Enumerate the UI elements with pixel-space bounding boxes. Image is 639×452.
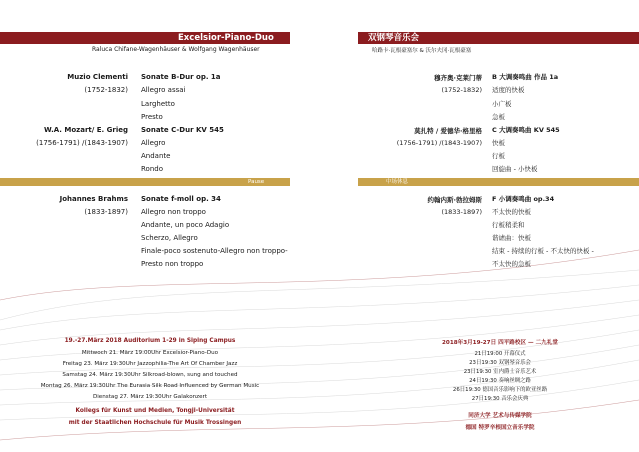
composer-name: Muzio Clementi [67,73,128,81]
composer-years: (1833-1897) [84,208,128,216]
left-pause-band [0,178,290,186]
movement: 回旋曲 - 小快板 [492,165,538,173]
pause-label: Pause [248,179,265,185]
footer-line: 同济大学 艺术与传媒学院 [468,413,532,419]
movement: 不太快的快板 [492,208,531,216]
event-item: Samstag 24. März 19:30Uhr Silkroad-blown, sung and touched [62,372,238,378]
composer-name: Johannes Brahms [59,195,128,203]
piece-title: B 大调奏鸣曲 作品 1a [492,73,559,81]
event-item: Montag 26. März 19:30Uhr The Eurasia Silk Road Influenced by German Music [40,383,260,389]
left-title-band [0,32,290,44]
left-title: Excelsior-Piano-Duo [178,33,274,43]
event-item: 24日19:30 奏响丝绸之路 [469,378,531,384]
movement: Andante [141,152,171,160]
movement: Andante, un poco Adagio [141,221,230,229]
composer-years: (1833-1897) [441,208,482,216]
piece-title: C 大调奏鸣曲 KV 545 [492,126,560,134]
event-item: 23日19:30 室内爵士音乐艺术 [463,369,537,375]
movement: 行板 [492,152,505,160]
movement: 不太快的急板 [492,260,531,268]
event-item: Mittwoch 21. März 19:00Uhr Excelsior-Piano-Duo [81,350,219,356]
event-item: 21日19:00 开幕仪式 [474,351,526,357]
movement: Allegro non troppo [141,208,206,216]
composer-name: 莫扎特 / 爱德华·格里格 [414,127,482,135]
pause-label: 中场休息 [386,179,409,185]
right-title: 双钢琴音乐会 [368,33,420,43]
piece-title: F 小调奏鸣曲 op.34 [492,195,555,203]
movement: 结束 - 持续的行板 - 不太快的快板 - [492,247,594,255]
composer-name: 穆齐奥·克莱门蒂 [434,74,482,82]
footer-line: mit der Staatlichen Hochschule für Musik Trossingen [68,420,242,426]
movement: Larghetto [141,100,175,108]
movement: 谐谑曲：快板 [492,234,531,242]
right-pause-band [358,178,639,186]
events-title: 19.-27.März 2018 Auditorium 1-29 in Siping Campus [64,338,236,344]
movement: Allegro [141,139,166,147]
movement: Presto non troppo [141,260,204,268]
composer-name: 约翰内斯·勃拉姆斯 [427,196,482,204]
event-item: 26日19:30 德国音乐影响下的欧亚丝路 [452,387,548,393]
composer-years: (1752-1832) [84,86,128,94]
left-subtitle: Raluca Chifane-Wagenhäuser & Wolfgang Wagenhäuser [92,46,260,53]
piece-title: Sonate f-moll op. 34 [141,195,221,203]
event-item: 23日19:30 双钢琴音乐会 [469,360,531,366]
movement: 行板稍柔和 [492,221,525,229]
footer-line: Kollegs für Kunst und Medien, Tongji-Universität [75,408,235,414]
movement: 快板 [492,139,505,147]
movement: Presto [141,113,163,121]
piece-title: Sonate C-Dur KV 545 [141,126,224,134]
composer-years: (1752-1832) [441,86,482,94]
event-item: Freitag 23. März 19:30Uhr Jazzophilia-The Art Of Chamber Jazz [62,361,238,367]
footer-line: 德国 特罗辛根国立音乐学院 [465,425,535,431]
movement: 急板 [492,113,505,121]
events-title: 2018年3月19-27日 四平路校区 — 二九礼堂 [442,340,558,346]
right-subtitle: 哈路卡·瓦根豪塞尔 & 沃尔夫冈·瓦根豪塞 [372,48,472,54]
composer-name: W.A. Mozart/ E. Grieg [43,126,128,134]
movement: Allegro assai [141,86,186,94]
events-list [20,348,280,403]
piece-title: Sonate B-Dur op. 1a [141,73,221,81]
composer-years: (1756-1791) /(1843-1907) [396,139,482,147]
movement: 适度的快板 [492,86,525,94]
composer-years: (1756-1791) /(1843-1907) [36,139,128,147]
event-item: 27日19:30 音乐会庆典 [471,396,529,402]
right-title-band [358,32,639,44]
movement: Scherzo, Allegro [141,234,198,242]
movement: Rondo [141,165,163,173]
movement: Finale-poco sostenuto-Allegro non troppo- [141,247,288,255]
event-item: Dienstag 27. März 19:30Uhr Galakonzert [92,394,208,400]
movement: 小广板 [492,100,512,108]
events-list [410,350,590,404]
